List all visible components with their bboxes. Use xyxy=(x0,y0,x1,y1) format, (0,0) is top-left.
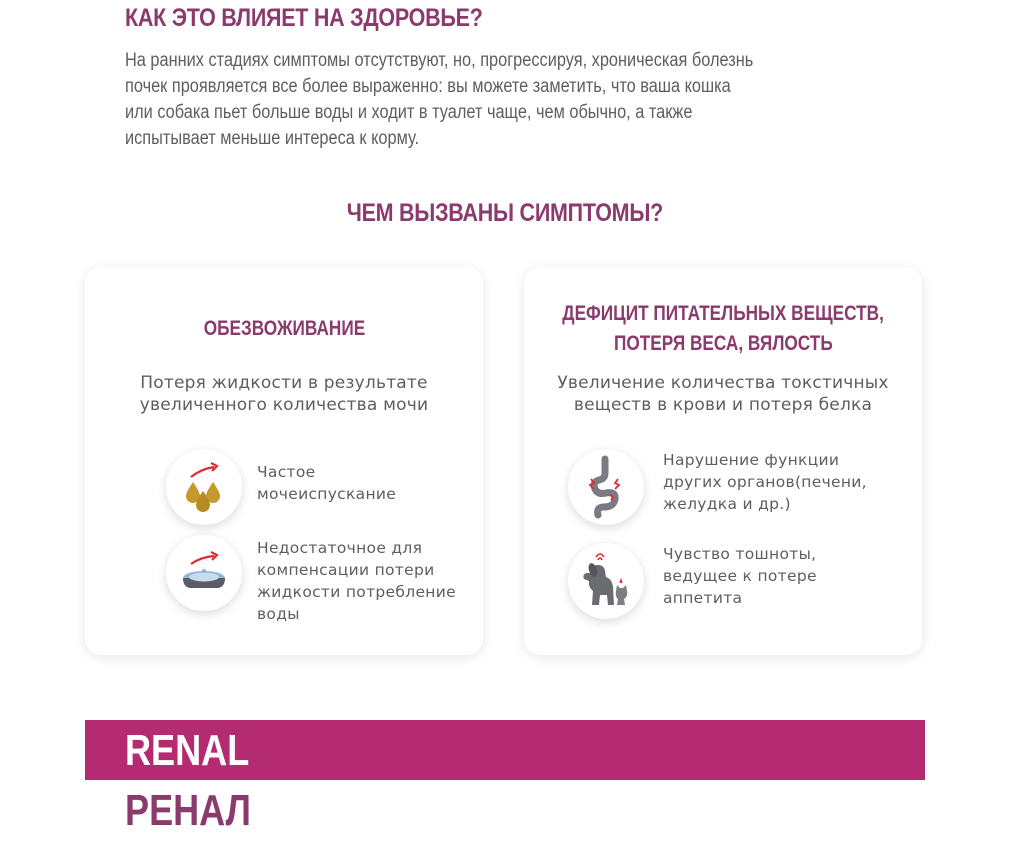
card-title xyxy=(524,299,922,359)
item-text-line: мочеиспускание xyxy=(257,485,397,503)
item-text-line: жидкости потребление xyxy=(257,583,456,601)
health-section-text: На ранних стадиях симптомы отсутствуют, но, прогрессируя, хроническая болезнь почек проявляется все более выраженно: вы можете заметить, что ваша кошка или собака пьет больше воды и ходит в туалет чаще, чем обычно, а также испытывает меньше интереса к корму. xyxy=(125,50,754,149)
causes-title-text: ЧЕМ ВЫЗВАНЫ СИМПТОМЫ? xyxy=(346,199,664,227)
item-text xyxy=(663,449,867,515)
card-description xyxy=(105,372,463,416)
item-text xyxy=(663,543,817,609)
item-text xyxy=(257,461,396,505)
card-description xyxy=(544,372,902,416)
dog-cat-icon xyxy=(568,543,644,619)
card-description-line: веществ в крови и потеря белка xyxy=(573,395,873,415)
health-section-title: КАК ЭТО ВЛИЯЕТ НА ЗДОРОВЬЕ? xyxy=(125,4,483,32)
item-text-line: Недостаточное для xyxy=(257,539,423,557)
item-text-line: аппетита xyxy=(663,589,743,607)
item-text-line: Чувство тошноты, xyxy=(663,545,817,563)
item-text-line: других органов(печени, xyxy=(663,473,867,491)
item-text-line: Частое xyxy=(257,463,316,481)
product-name-en: RENAL xyxy=(125,726,250,775)
causes-section-title xyxy=(0,199,1010,228)
card-description-line: увеличенного количества мочи xyxy=(139,395,429,415)
item-text-line: компенсации потери xyxy=(257,561,435,579)
intestine-icon xyxy=(568,449,644,525)
card-title-line: ПОТЕРЯ ВЕСА, ВЯЛОСТЬ xyxy=(613,332,833,355)
item-text-line: желудка и др.) xyxy=(663,495,791,513)
card-description-line: Увеличение количества токстичных xyxy=(557,373,889,393)
item-text-line: ведущее к потере xyxy=(663,567,817,585)
card-description-line: Потеря жидкости в результате xyxy=(140,373,428,393)
cause-card-dehydration xyxy=(85,267,483,655)
item-text-line: Нарушение функции xyxy=(663,451,840,469)
urine-drops-icon xyxy=(166,449,242,525)
card-title-line: ОБЕЗВОЖИВАНИЕ xyxy=(203,317,365,340)
card-title xyxy=(85,314,483,344)
item-text-line: воды xyxy=(257,605,300,623)
item-text xyxy=(257,537,456,625)
card-title-line: ДЕФИЦИТ ПИТАТЕЛЬНЫХ ВЕЩЕСТВ, xyxy=(562,302,884,325)
water-bowl-icon xyxy=(166,535,242,611)
cause-card-nutrient-deficit xyxy=(524,267,922,655)
product-name-ru: РЕНАЛ xyxy=(125,786,251,835)
